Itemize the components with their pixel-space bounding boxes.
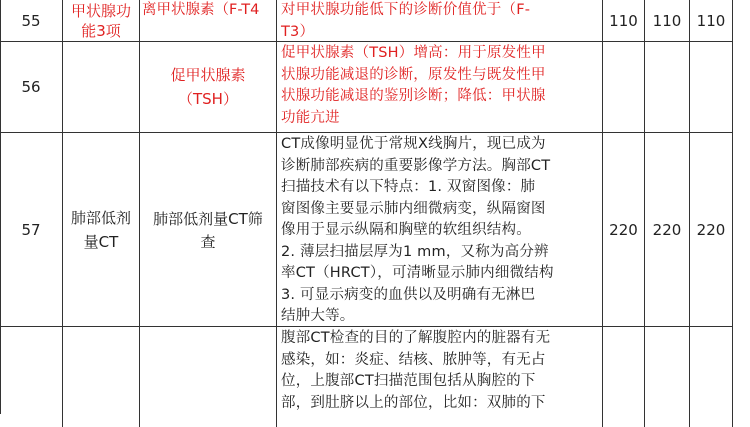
row-number: 55 [0,0,63,42]
category-cell [63,0,140,42]
category-cell [63,42,140,133]
price-cell-1: 110 [603,0,645,42]
description-cell: 促甲状腺素（TSH）增高：用于原发性甲 状腺功能减退的诊断，原发性与既发性甲 状腺功能减退的鉴别诊断；降低：甲状腺 功能亢进 [277,42,603,133]
price-cell-3 [690,42,733,133]
price-cell-3: 220 [690,133,733,327]
price-cell-1 [603,327,645,427]
item-cell [140,0,277,42]
price-cell-1 [603,42,645,133]
item-cell [140,133,277,327]
description-cell: CT成像明显优于常规X线胸片，现已成为 诊断肺部疾病的重要影像学方法。胸部CT 扫描技术有以下特点：1. 双窗图像：肺 窗图像主要显示肺内细微病变，纵隔窗图 像用于显示纵隔和胸壁的软组织结构。 2. 薄层扫描层厚为1 mm，又称为高分辨 率CT（HRCT），可清晰显示肺内细微结构 3. 可显示病变的血供以及明确有无淋巴 结肿大等。 [277,133,603,327]
row-number: 57 [0,133,63,327]
category-cell: 肺部低剂 量CT [63,133,140,327]
item-cell: 促甲状腺素 （TSH） [140,42,277,133]
price-cell-2: 220 [645,133,690,327]
price-cell-3 [690,327,733,427]
price-cell-3: 110 [690,0,733,42]
item-cell [140,327,277,427]
table-left-border [0,0,1,414]
price-cell-2: 110 [645,0,690,42]
category-cell [63,327,140,427]
description-cell: 腹部CT检查的目的了解腹腔内的脏器有无 感染，如：炎症、结核、脓肿等，有无占 位，上腹部CT扫描范围包括从胸腔的下 部，到肚脐以上的部位，比如：双肺的下 [277,327,603,427]
item-text: 肺部低剂量CT筛 查 [153,210,263,251]
category-text: 甲状腺功能3项 [70,2,131,40]
price-cell-2 [645,42,690,133]
item-text: 离甲状腺素（F-T4 [142,2,260,18]
row-number: 56 [0,42,63,133]
price-cell-1: 220 [603,133,645,327]
row-number [0,327,63,427]
description-cell: 对甲状腺功能低下的诊断价值优于（F- T3） [277,0,603,42]
price-cell-2 [645,327,690,427]
